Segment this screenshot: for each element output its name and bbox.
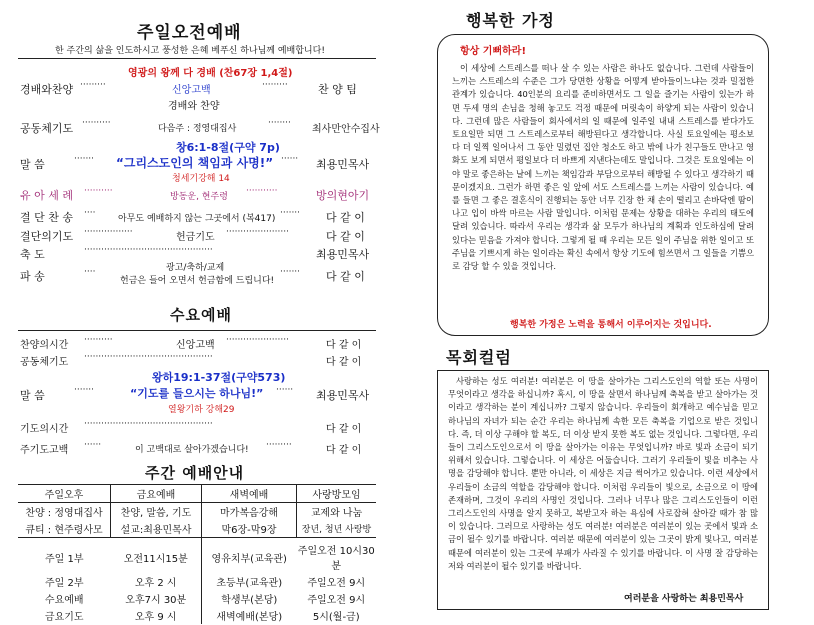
order-middle: 방동운, 현주령 [170, 192, 228, 202]
table-header: 새벽예배 [202, 485, 297, 503]
column-signature: 여러분을 사랑하는 최용민목사 [624, 594, 744, 604]
column-body: 사랑하는 성도 여러분! 여러분은 이 땅을 살아가는 그리스도인의 역할 또는 사명이 무엇이라고 생각을 하십니까? 혹시, 이 땅을 살면서 하나님께 축복을 받고 살아가는 것이라고 생각하는 분이 계십니까? 그렇지 않습니다. 우리들이 회개하고 예수님을 믿고 하나님의 자녀가 되는 순간 우리는 하나님께 속한 모든 축복을 기업으로 받은 것입니다. 즉, 더 이상 구해야 할 복도, 더 이상 받지 못한 복도 없는 것입니다. 그렇다면, 우리들이 그리스도인으로서 이 땅을 살아가는 이유는 무엇입니까? 바로 빛과 소금이 되기 위해서 있습니다. 그렇습니다. 이 세상은 어둡습니다. 그러기 우리들이 빛을 비추는 사명을 감당해야 합니다. 뿐만 아니라, 이 세상은 지금 썩어가고 있습니다. 이런 세상에서 우리들이 소금의 역할을 감당해야 합니다. 이처럼 우리들이 빛으로, 소금으로 이 땅에 존재하며, 그것이 우리의 사명인 것입니다. 그러나 너무나 많은 그리스도인들이 이런 그리스도인의 사명을 알지 못하고, 복받고자 하는 욕심에 사로잡혀 살아갈 때가 참 많이 있습니다. 그러므로 사랑하는 성도 여러분! 여러분은 여러분이 있는 곳에서 빛과 소금이 될수 있기를 바랍니다. 여러분 때문에 여러분이 있는 그곳이 밝게 빛나고, 여러분 때문에 여러분이 있는 그곳에 부패가 사라질 수 있기를 바랍니다. 이 사명 잘 감당하는 저와 여러분이 될수 있기를 바랍니다. [448, 376, 758, 571]
order-sub: 경배와 찬양 [168, 101, 220, 112]
leader-dots: ············································· [84, 245, 213, 255]
order-leader: 다 같 이 [326, 445, 362, 456]
sunday-title: 주일오전예배 [137, 23, 242, 43]
leader-dots: ··········· [246, 186, 278, 196]
order-label: 파 송 [20, 270, 45, 283]
sermon-title: “그리스도인의 책임과 사명!” [116, 156, 274, 170]
happy-home-heading: 항상 기뻐하라! [460, 46, 527, 57]
leader-dots: ········ [268, 118, 291, 128]
leader-dots: ················· [84, 227, 133, 237]
order-leader: 다 같 이 [326, 211, 365, 224]
sermon-title: “기도를 들으시는 하나님!” [130, 387, 264, 400]
order-label: 공동체기도 [20, 357, 69, 368]
column-box [437, 370, 769, 610]
divider [18, 58, 376, 59]
time-cell: 오후 2 시 [111, 573, 202, 590]
order-label: 결 단 찬 송 [20, 211, 73, 224]
time-cell: 오후7시 30분 [111, 590, 202, 607]
order-leader: 방의현아기 [316, 189, 370, 202]
leader-dots: ·········· [84, 335, 113, 345]
time-cell: 오후 9 시 [111, 607, 202, 624]
order-leader: 최용민목사 [316, 248, 370, 261]
table-cell: 교제와 나눔 [310, 508, 363, 519]
leader-dots: ···· [84, 208, 96, 218]
order-middle: 신앙고백 [172, 85, 211, 96]
order-label: 주기도고백 [20, 445, 69, 456]
time-cell: 영유치부(교육관) [211, 553, 287, 565]
time-cell: 주일 1부 [44, 553, 84, 565]
leader-dots: ············································· [84, 419, 213, 429]
time-cell: 주일오전 9시 [307, 578, 366, 589]
table-cell: 큐티 : 현주령사모 [18, 520, 111, 538]
table-cell: 설교:최용민목사 [111, 520, 202, 538]
leader-dots: ············································· [84, 352, 213, 362]
table-header: 주일오후 [18, 485, 111, 503]
happy-home-footer: 행복한 가정은 노력을 통해서 이루어지는 것입니다. [510, 320, 712, 330]
table-header: 사랑방모임 [312, 490, 361, 501]
order-leader: 다 같 이 [326, 340, 362, 351]
order-leader: 최용민목사 [316, 158, 370, 171]
time-cell: 주일오전 10시30분 [297, 546, 375, 572]
time-cell: 새벽예배(본당) [216, 612, 283, 623]
leader-dots: ········· [80, 80, 106, 90]
order-middle: 광고/축하/교제 [166, 263, 225, 273]
leader-dots: ······················ [226, 335, 289, 345]
table-cell: 찬양 : 정영대집사 [18, 503, 111, 521]
scripture-ref: 왕하19:1-37절(구약573) [152, 371, 286, 384]
order-leader: 최용민목사 [316, 389, 370, 402]
hymn-title: 영광의 왕께 다 경배 (찬67장 1,4절) [128, 68, 293, 79]
leader-dots: ···· [84, 267, 96, 277]
weekly-title: 주간 예배안내 [145, 464, 245, 482]
order-middle: 아무도 예배하지 않는 그곳에서 (복417) [118, 214, 276, 224]
order-label: 축 도 [20, 248, 45, 261]
order-middle: 헌금기도 [176, 232, 215, 243]
order-label: 결단의기도 [20, 230, 74, 243]
divider [18, 330, 376, 331]
time-cell: 5시(월-금) [312, 612, 360, 623]
order-note: 헌금은 들어 오면서 헌금함에 드립니다! [120, 276, 275, 286]
leader-dots: ······· [74, 154, 95, 164]
table-cell: 찬양, 말씀, 기도 [111, 503, 202, 521]
order-leader: 다 같 이 [326, 270, 365, 283]
table-cell: 장년, 청년 사랑방 [301, 525, 372, 535]
order-leader: 다 같 이 [326, 424, 362, 435]
time-cell: 학생부(본당) [221, 595, 278, 606]
leader-dots: ·········· [82, 118, 111, 128]
order-leader: 다 같 이 [326, 230, 365, 243]
order-middle: 다음주 : 정영대집사 [158, 124, 237, 134]
leader-dots: ········· [266, 440, 292, 450]
order-middle: 신앙고백 [176, 340, 215, 351]
order-label: 유 아 세 례 [20, 189, 73, 202]
column-title: 목회컬럼 [446, 348, 512, 367]
leader-dots: ······ [84, 440, 102, 450]
order-label: 말 씀 [20, 158, 45, 171]
leader-dots: ······ [276, 385, 294, 395]
order-leader: 다 같 이 [326, 357, 362, 368]
leader-dots: ······ [281, 154, 299, 164]
happy-home-box [437, 34, 769, 336]
time-cell: 주일 2부 [44, 578, 84, 589]
leader-dots: ········· [262, 80, 288, 90]
order-label: 경배와찬양 [20, 83, 74, 96]
order-label: 공동체기도 [20, 122, 74, 135]
order-leader: 찬 양 팀 [318, 83, 357, 96]
time-cell: 주일오전 9시 [307, 595, 366, 606]
table-cell: 막6장-막9장 [202, 520, 297, 538]
order-label: 기도의시간 [20, 424, 69, 435]
weekly-table [18, 485, 376, 624]
table-header: 금요예배 [111, 485, 202, 503]
leader-dots: ······· [74, 385, 95, 395]
leader-dots: ······· [280, 208, 301, 218]
leader-dots: ······················ [226, 227, 289, 237]
time-cell: 오전11시15분 [111, 538, 202, 574]
order-leader: 최사만안수집사 [312, 124, 380, 135]
happy-home-body: 이 세상에 스트레스를 떠나 살 수 있는 사람은 하나도 없습니다. 그런데 사람들이 느끼는 스트레스의 수준은 그가 당면한 상황을 어떻게 받아들이느냐는 것과 밀접한 관계가 있습니다. 40인분의 요리를 준비하면서도 그 일을 즐기는 사람이 있는가 하면 두세 명의 손님을 청해 놓고도 걱정 때문에 머릿속이 하얗게 되는 사람이 있습니다. 그런데 많은 사람들이 회사에서의 일 때문에 일주일 내내 스트레스를 받다가도 토요일만 되면 그 스트레스로부터 해방된다고 생각합니다. 사실 토요일에는 평소보다 더 일찍 일어나서 그 동안 밀렸던 집안 청소도 하고 밖에 나가 친구들도 만나고 영화도 보게 되면서 평일보다 더 바쁘게 지낸다는데도 말입니다. 그것은 토요일에는 이야 말로 좋은하는 날에 느끼는 책임감과 부담으로부터 해방될 수 있다고 생각하기 때문이겠지요. 그런가 하면 좋은 일 앞에 서도 스트레스를 느끼는 사람이 있습니다. 예를 들면 그 좋은 결혼식이 진행되는 동안 너무 긴장 한 채 손이 떨리고 손바닥엔 땀이 나고 입이 바싹 마르는 사람 말입니다. 이처럼 문제는 상황을 대하는 우리의 태도에 달려 있습니다. 따라서 우리는 생각과 삶 모두가 하나님의 계획과 인도하심에 달려 있다는 믿음을 가져야 합니다. 그렇게 될 때 우리는 모든 일이 주님을 위한 일이고 또 주님을 기쁘시게 하는 일이라는 확신 속에서 항상 기도에 힘쓰면서 그 일들을 기쁨으로 감당 할 수 있을 것입니다. [452, 63, 754, 272]
order-label: 찬양의시간 [20, 340, 69, 351]
order-label: 말 씀 [20, 389, 45, 402]
leader-dots: ······· [280, 267, 301, 277]
sermon-series: 청세기강해 14 [172, 174, 230, 184]
table-cell: 마가복음강해 [202, 503, 297, 521]
time-cell: 수요예배 [44, 595, 84, 606]
scripture-ref: 창6:1-8절(구약 7p) [176, 141, 280, 154]
order-middle: 이 고백대로 살아가겠습니다! [135, 445, 249, 455]
leader-dots: ·········· [84, 186, 113, 196]
sermon-series: 열왕기하 강해29 [168, 405, 235, 415]
happy-home-title: 행복한 가정 [466, 11, 555, 30]
wednesday-title: 수요예배 [170, 306, 232, 324]
time-cell: 금요기도 [44, 612, 84, 623]
sunday-subtitle: 한 주간의 삶을 인도하시고 풍성한 은혜 베푸신 하나님께 예배합니다! [55, 46, 325, 56]
time-cell: 초등부(교육관) [216, 578, 283, 589]
